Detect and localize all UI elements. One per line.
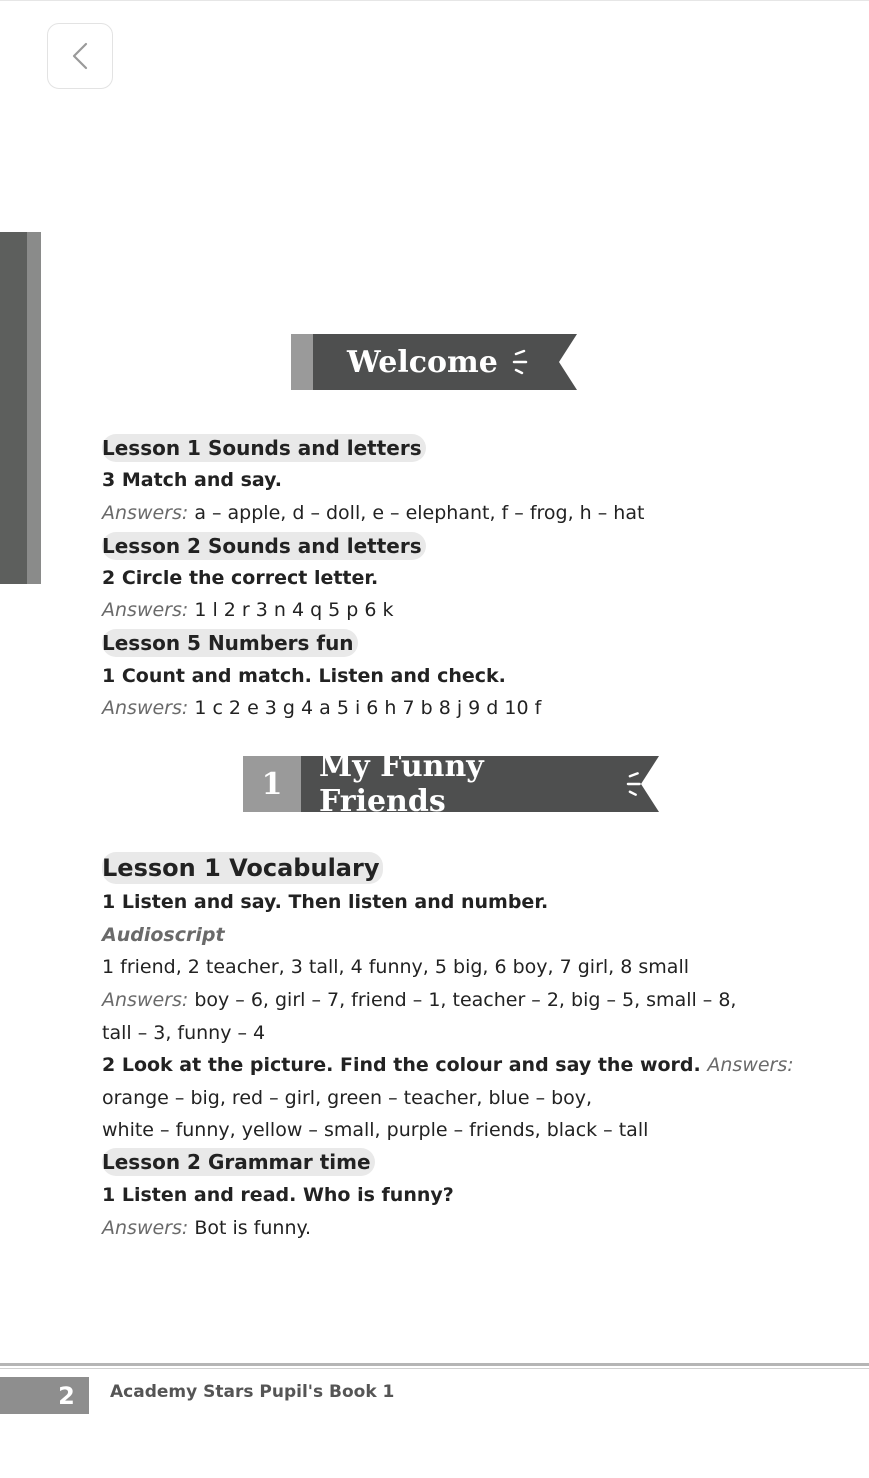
- task-text: 2 Look at the picture. Find the colour and say the word.: [102, 1054, 708, 1076]
- footer-divider: [0, 1363, 869, 1366]
- task-line: [102, 567, 378, 589]
- plain-line: [102, 956, 689, 978]
- lesson-title: Lesson 5 Numbers fun: [102, 629, 358, 657]
- banner-notch: [641, 756, 659, 812]
- lesson-heading: [102, 854, 383, 882]
- answers-label: Answers:: [102, 1217, 189, 1239]
- task-line: [102, 665, 506, 687]
- answer-text: Bot is funny.: [188, 1217, 312, 1239]
- chevron-left-icon: [72, 42, 88, 70]
- unit-number: 1: [243, 756, 301, 812]
- lesson-title: Lesson 1 Sounds and letters: [102, 434, 426, 462]
- welcome-title: Welcome: [347, 344, 498, 380]
- task-line: [102, 1054, 794, 1076]
- task-line: [102, 469, 282, 491]
- task-text: 3 Match and say.: [102, 469, 283, 491]
- welcome-banner-body: [313, 334, 559, 390]
- audioscript-text: Audioscript: [102, 924, 225, 946]
- answers-label: Answers:: [102, 697, 189, 719]
- plain-text: tall – 3, funny – 4: [102, 1022, 266, 1044]
- answer-line: [102, 599, 394, 621]
- banner-tab: [291, 334, 313, 390]
- task-line: [102, 891, 548, 913]
- sparkle-icon: [626, 771, 642, 797]
- plain-text: orange – big, red – girl, green – teacher, blue – boy,: [102, 1087, 593, 1109]
- lesson-heading: [102, 1150, 375, 1174]
- sparkle-icon: [512, 349, 528, 375]
- answers-label: Answers:: [102, 989, 189, 1011]
- page-number: 2: [58, 1381, 75, 1410]
- lesson-title: Lesson 2 Grammar time: [102, 1148, 375, 1176]
- welcome-banner: [291, 334, 577, 390]
- task-text: 1 Listen and read. Who is funny?: [102, 1184, 454, 1206]
- plain-line: [102, 1119, 648, 1141]
- answer-text: 1 l 2 r 3 n 4 q 5 p 6 k: [188, 599, 394, 621]
- plain-line: [102, 1087, 592, 1109]
- banner-notch: [559, 334, 577, 390]
- answer-text: boy – 6, girl – 7, friend – 1, teacher – 2, big – 5, small – 8,: [188, 989, 737, 1011]
- plain-line: [102, 1022, 265, 1044]
- answers-label: Answers:: [102, 599, 189, 621]
- task-text: 1 Listen and say. Then listen and number.: [102, 891, 549, 913]
- book-title: Academy Stars Pupil's Book 1: [110, 1382, 395, 1402]
- lesson-title: Lesson 2 Sounds and letters: [102, 532, 426, 560]
- lesson-title: Lesson 1 Vocabulary: [102, 852, 383, 884]
- unit-title: My Funny Friends: [319, 749, 484, 819]
- task-text: 2 Circle the correct letter.: [102, 567, 379, 589]
- answers-label: Answers:: [707, 1054, 794, 1076]
- lesson-heading: [102, 436, 426, 460]
- unit-banner-body: [301, 749, 641, 819]
- lesson-heading: [102, 631, 358, 655]
- answer-line: [102, 502, 644, 524]
- page-edge-decoration: [0, 232, 41, 584]
- answer-line: [102, 1217, 311, 1239]
- task-text: 1 Count and match. Listen and check.: [102, 665, 506, 687]
- unit-banner: [243, 749, 659, 819]
- lesson-heading: [102, 534, 426, 558]
- task-line: [102, 1184, 454, 1206]
- back-button[interactable]: [47, 23, 113, 89]
- footer-divider-thin: [0, 1368, 869, 1369]
- plain-text: white – funny, yellow – small, purple – friends, black – tall: [102, 1119, 649, 1141]
- answer-text: 1 c 2 e 3 g 4 a 5 i 6 h 7 b 8 j 9 d 10 f: [188, 697, 542, 719]
- audioscript-label: [102, 924, 225, 946]
- plain-text: 1 friend, 2 teacher, 3 tall, 4 funny, 5 big, 6 boy, 7 girl, 8 small: [102, 956, 689, 978]
- answer-text: a – apple, d – doll, e – elephant, f – frog, h – hat: [188, 502, 645, 524]
- answers-label: Answers:: [102, 502, 189, 524]
- answer-line: [102, 697, 541, 719]
- answer-line: [102, 989, 736, 1011]
- top-divider: [0, 0, 869, 1]
